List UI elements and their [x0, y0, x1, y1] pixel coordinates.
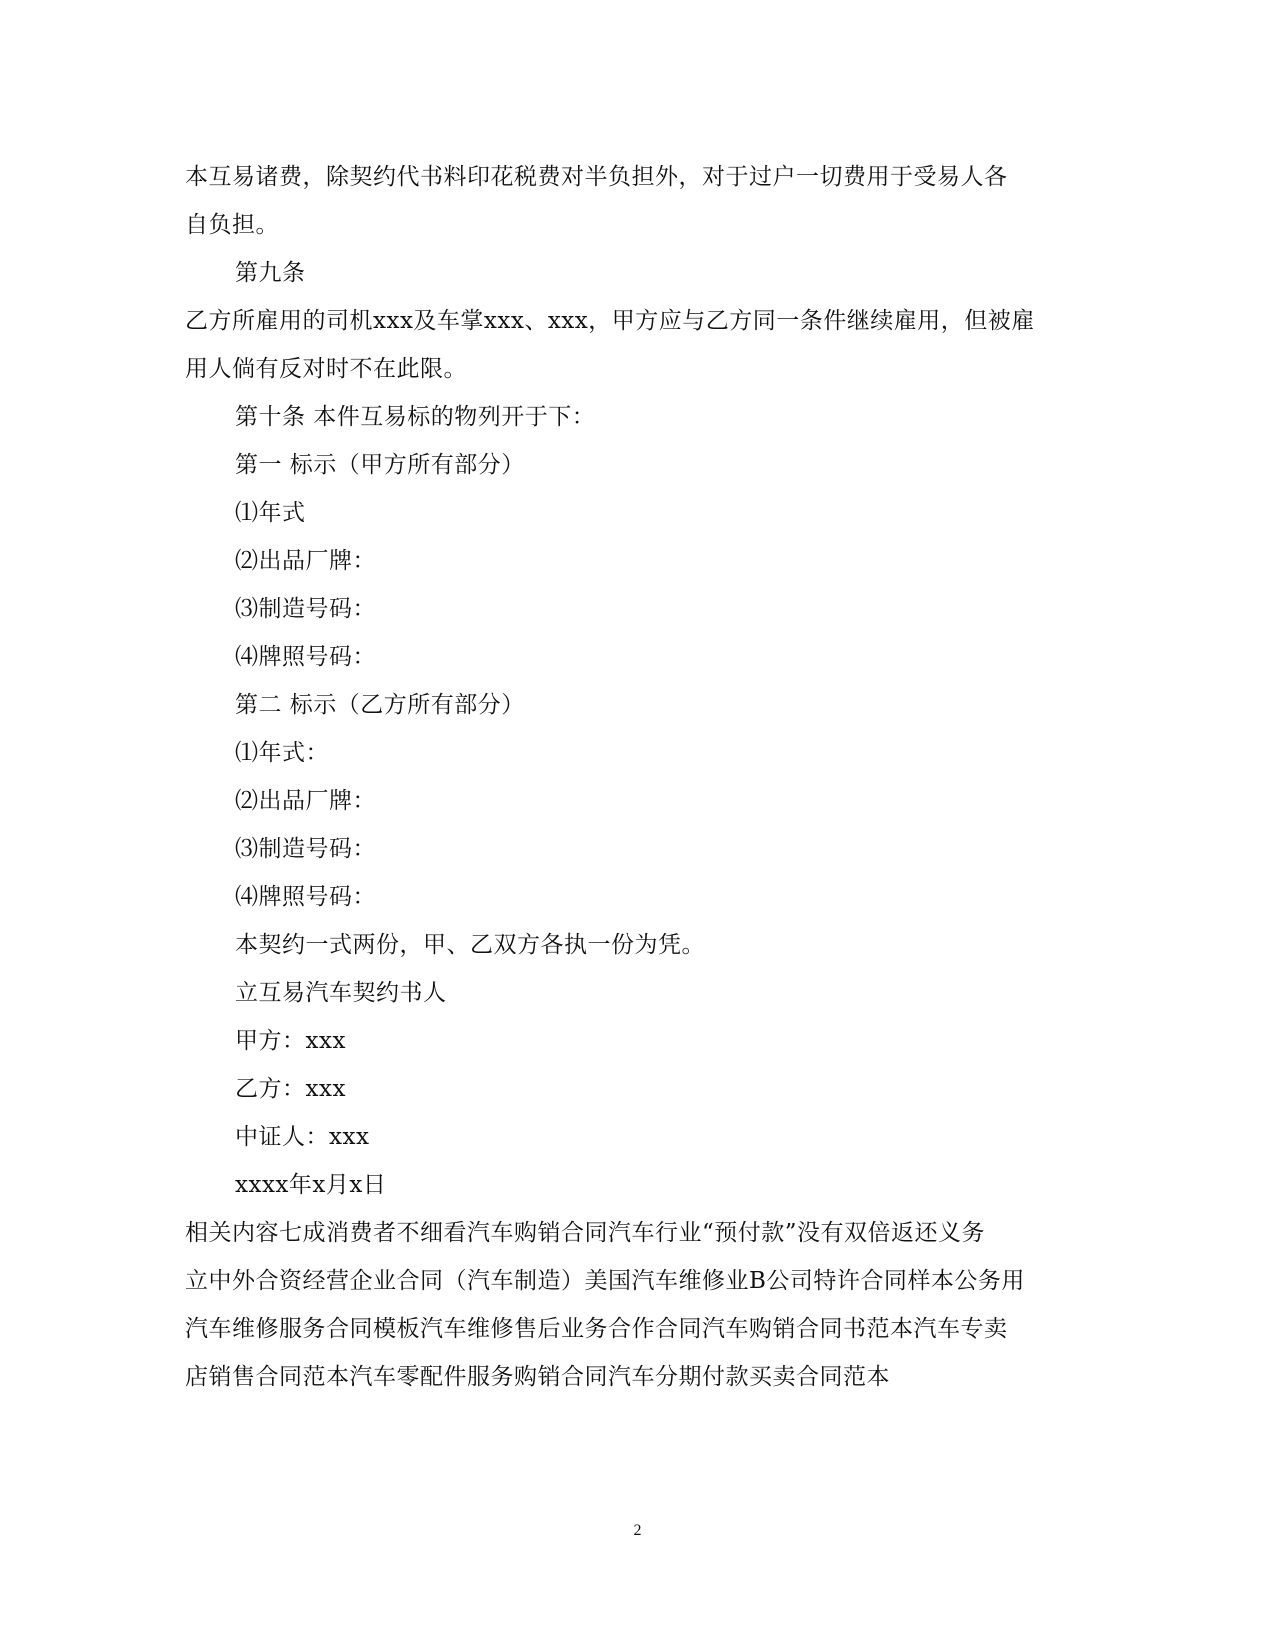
text-line: ⑷牌照号码： — [235, 644, 376, 670]
document-body — [185, 153, 1085, 1401]
text-line: ⑴年式 — [235, 500, 306, 526]
text-line: 第十条 本件互易标的物列开于下： — [235, 404, 596, 430]
text-line: 乙方：xxx — [235, 1076, 346, 1102]
text-line: 相关内容七成消费者不细看汽车购销合同汽车行业“预付款”没有双倍返还义务 — [185, 1220, 986, 1246]
text-line: ⑶制造号码： — [235, 596, 376, 622]
text-line: 甲方：xxx — [235, 1028, 346, 1054]
text-line: 立互易汽车契约书人 — [235, 980, 447, 1006]
text-line: 第一 标示（甲方所有部分） — [235, 452, 525, 478]
page-number: 2 — [633, 1522, 642, 1539]
text-line: ⑵出品厂牌： — [235, 788, 376, 814]
text-line: ⑷牌照号码： — [235, 884, 376, 910]
text-line: 用人倘有反对时不在此限。 — [185, 356, 467, 382]
text-line: 自负担。 — [185, 212, 279, 238]
text-line: 第九条 — [235, 260, 306, 286]
text-line: 乙方所雇用的司机xxx及车掌xxx、xxx，甲方应与乙方同一条件继续雇用，但被雇 — [185, 308, 1035, 334]
text-line: 中证人：xxx — [235, 1124, 370, 1150]
text-line: xxxx年x月x日 — [235, 1172, 387, 1198]
text-line: 汽车维修服务合同模板汽车维修售后业务合作合同汽车购销合同书范本汽车专卖 — [185, 1316, 1008, 1342]
text-line: 本互易诸费，除契约代书料印花税费对半负担外，对于过户一切费用于受易人各 — [185, 164, 1008, 190]
text-line: 第二 标示（乙方所有部分） — [235, 692, 525, 718]
text-line: ⑵出品厂牌： — [235, 548, 376, 574]
text-line: ⑶制造号码： — [235, 836, 376, 862]
text-line: 立中外合资经营企业合同（汽车制造）美国汽车维修业B公司特许合同样本公务用 — [185, 1268, 1025, 1294]
text-line: 店销售合同范本汽车零配件服务购销合同汽车分期付款买卖合同范本 — [185, 1364, 890, 1390]
text-line: ⑴年式： — [235, 740, 329, 766]
text-line: 本契约一式两份，甲、乙双方各执一份为凭。 — [235, 932, 705, 958]
